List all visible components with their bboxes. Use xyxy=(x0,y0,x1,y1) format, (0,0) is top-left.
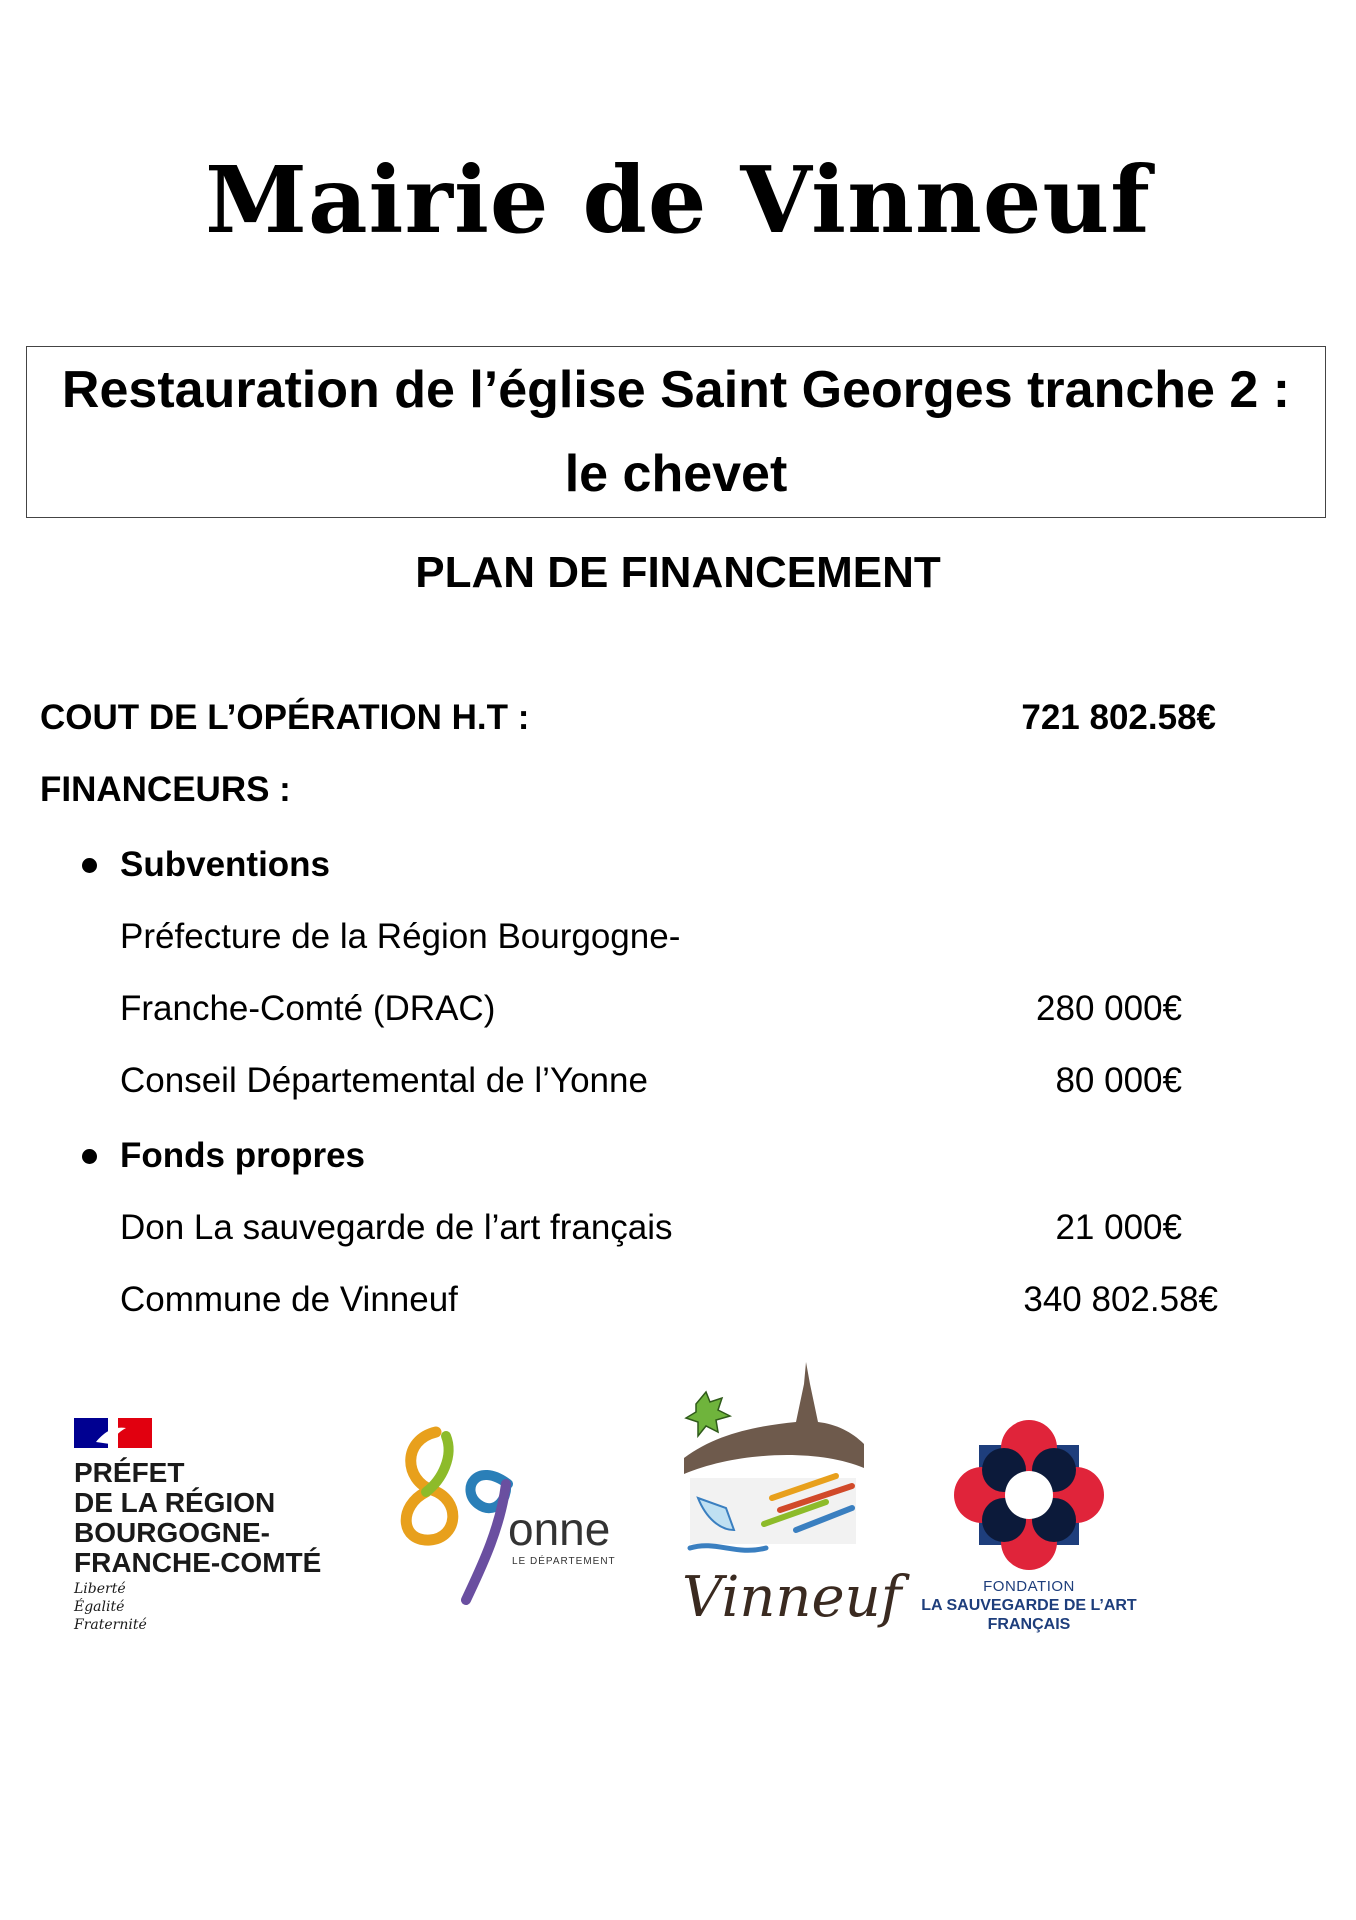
funder-name: Franche-Comté (DRAC) xyxy=(120,989,496,1028)
cost-label: COUT DE L’OPÉRATION H.T : xyxy=(40,698,530,737)
funder-name: Conseil Départemental de l’Yonne xyxy=(120,1061,648,1100)
funder-amount: 80 000€ xyxy=(1055,1061,1182,1100)
group-title: Fonds propres xyxy=(120,1136,366,1175)
funder-amount: 280 000€ xyxy=(1036,989,1182,1028)
funder-line xyxy=(0,984,1356,1034)
funder-line xyxy=(0,1056,1356,1106)
funder-name: Commune de Vinneuf xyxy=(120,1280,458,1319)
prefet-name: PRÉFET DE LA RÉGION BOURGOGNE- FRANCHE-COMTÉ xyxy=(74,1457,322,1578)
group-heading-subventions xyxy=(0,840,1356,890)
vinneuf-church-icon xyxy=(676,1348,876,1578)
vinneuf-logo xyxy=(676,1348,902,1648)
cost-amount: 721 802.58€ xyxy=(1021,698,1216,737)
funder-line xyxy=(0,912,1356,962)
sauvegarde-fondation: FONDATION xyxy=(983,1578,1075,1595)
funder-amount: 21 000€ xyxy=(1055,1208,1182,1247)
sauvegarde-name: LA SAUVEGARDE DE L’ART FRANÇAIS xyxy=(921,1597,1137,1633)
bullet-icon xyxy=(82,1149,97,1164)
yonne-logo xyxy=(396,1420,636,1620)
section-heading: PLAN DE FINANCEMENT xyxy=(415,548,941,597)
funder-name: Préfecture de la Région Bourgogne- xyxy=(120,917,681,956)
funder-line xyxy=(0,1203,1356,1253)
marianne-flag-icon xyxy=(74,1418,152,1448)
prefet-motto: Liberté Égalité Fraternité xyxy=(74,1581,147,1633)
project-title-box xyxy=(26,346,1326,518)
yonne-subtitle: LE DÉPARTEMENT xyxy=(512,1556,616,1567)
yonne-89-icon xyxy=(396,1420,526,1610)
funder-amount: 340 802.58€ xyxy=(1023,1280,1218,1319)
bullet-icon xyxy=(82,858,97,873)
sauvegarde-emblem-icon xyxy=(954,1420,1104,1570)
page-title: Mairie de Vinneuf xyxy=(205,146,1151,254)
yonne-word: onne xyxy=(508,1503,611,1555)
funder-line xyxy=(0,1275,1356,1325)
group-title: Subventions xyxy=(120,845,331,884)
group-heading-fonds-propres xyxy=(0,1131,1356,1181)
project-title: Restauration de l’église Saint Georges tranche 2 : le chevet xyxy=(61,361,1291,503)
sauvegarde-logo xyxy=(904,1420,1154,1640)
funders-label: FINANCEURS : xyxy=(40,770,291,809)
funders-row xyxy=(0,765,1356,815)
funder-name: Don La sauvegarde de l’art français xyxy=(120,1208,673,1247)
prefet-logo xyxy=(70,1418,360,1638)
cost-row xyxy=(0,693,1356,743)
vinneuf-word: Vinneuf xyxy=(682,1565,902,1630)
